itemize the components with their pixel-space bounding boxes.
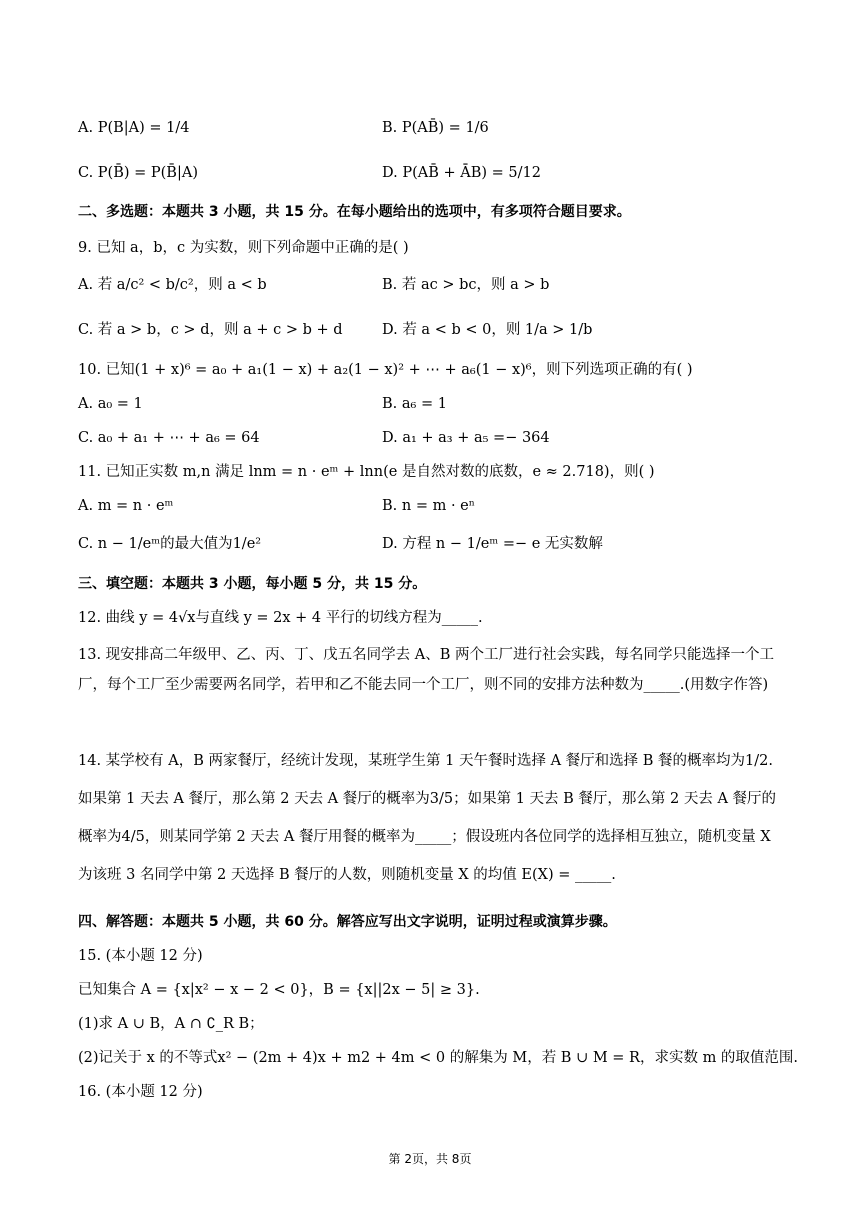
q8-option-a: A. P(B|A) = 1/4 bbox=[78, 120, 190, 136]
q11-stem: 11. 已知正实数 m,n 满足 lnm = n · eᵐ + lnn(e 是自然对数的底数，e ≈ 2.718)，则( ) bbox=[78, 464, 655, 480]
q15-part-1: (1)求 A ∪ B，A ∩ ∁_R B； bbox=[78, 1016, 264, 1032]
section-2-header: 二、多选题：本题共 3 小题，共 15 分。在每小题给出的选项中，有多项符合题目要求。 bbox=[78, 204, 631, 220]
q13: 13. 现安排高二年级甲、乙、丙、丁、戊五名同学去 A、B 两个工厂进行社会实践，每名同学只能选择一个工厂，每个工厂至少需要两名同学，若甲和乙不能去同一个工厂，则不同的安排方法种数为_____.(用数字作答) bbox=[78, 647, 775, 693]
q9-stem: 9. 已知 a，b，c 为实数，则下列命题中正确的是( ) bbox=[78, 240, 409, 256]
q16-title: 16. (本小题 12 分) bbox=[78, 1084, 203, 1100]
q11-option-a: A. m = n · eᵐ bbox=[78, 498, 174, 514]
q14: 14. 某学校有 A，B 两家餐厅，经统计发现，某班学生第 1 天午餐时选择 A 餐厅和选择 B 餐的概率均为1/2. 如果第 1 天去 A 餐厅，那么第 2 天去 A 餐厅的概率为3/5；如果第 1 天去 B 餐厅，那么第 2 天去 A 餐厅的概率为4/5，则某同学第 2 天去 A 餐厅用餐的概率为_____；假设班内各位同学的选择相互独立，随机变量 X 为该班 3 名同学中第 2 天选择 B 餐厅的人数，则随机变量 X 的均值 E(X) = _____. bbox=[78, 753, 777, 883]
q10-option-c: C. a₀ + a₁ + ⋯ + a₆ = 64 bbox=[78, 430, 260, 446]
q15-given: 已知集合 A = {x|x² − x − 2 < 0}，B = {x||2x − 5| ≥ 3}. bbox=[78, 982, 480, 998]
q10-stem: 10. 已知(1 + x)⁶ = a₀ + a₁(1 − x) + a₂(1 − x)² + ⋯ + a₆(1 − x)⁶，则下列选项正确的有( ) bbox=[78, 362, 693, 378]
q11-option-c: C. n − 1/eᵐ的最大值为1/e² bbox=[78, 536, 262, 552]
section-4-header: 四、解答题：本题共 5 小题，共 60 分。解答应写出文字说明，证明过程或演算步骤。 bbox=[78, 914, 617, 930]
q10-option-a: A. a₀ = 1 bbox=[78, 396, 143, 412]
q9-option-d: D. 若 a < b < 0，则 1/a > 1/b bbox=[382, 322, 593, 338]
q11-option-d: D. 方程 n − 1/eᵐ =− e 无实数解 bbox=[382, 536, 603, 552]
q9-option-c: C. 若 a > b，c > d，则 a + c > b + d bbox=[78, 322, 343, 338]
q8-option-d: D. P(AB̄ + ĀB) = 5/12 bbox=[382, 165, 541, 181]
section-3-header: 三、填空题：本题共 3 小题，每小题 5 分，共 15 分。 bbox=[78, 576, 427, 592]
q8-option-c: C. P(B̄) = P(B̄|A) bbox=[78, 165, 198, 181]
q10-option-d: D. a₁ + a₃ + a₅ =− 364 bbox=[382, 430, 550, 446]
q12: 12. 曲线 y = 4√x与直线 y = 2x + 4 平行的切线方程为_____. bbox=[78, 610, 483, 626]
q15-part-2: (2)记关于 x 的不等式x² − (2m + 4)x + m2 + 4m < 0 的解集为 M，若 B ∪ M = R，求实数 m 的取值范围. bbox=[78, 1050, 799, 1066]
q8-option-b: B. P(AB̄) = 1/6 bbox=[382, 120, 489, 136]
page-footer: 第 2页，共 8页 bbox=[388, 1152, 472, 1166]
q15-title: 15. (本小题 12 分) bbox=[78, 948, 203, 964]
q9-option-b: B. 若 ac > bc，则 a > b bbox=[382, 277, 550, 293]
q10-option-b: B. a₆ = 1 bbox=[382, 396, 447, 412]
q11-option-b: B. n = m · eⁿ bbox=[382, 498, 476, 514]
q9-option-a: A. 若 a/c² < b/c²，则 a < b bbox=[78, 277, 267, 293]
